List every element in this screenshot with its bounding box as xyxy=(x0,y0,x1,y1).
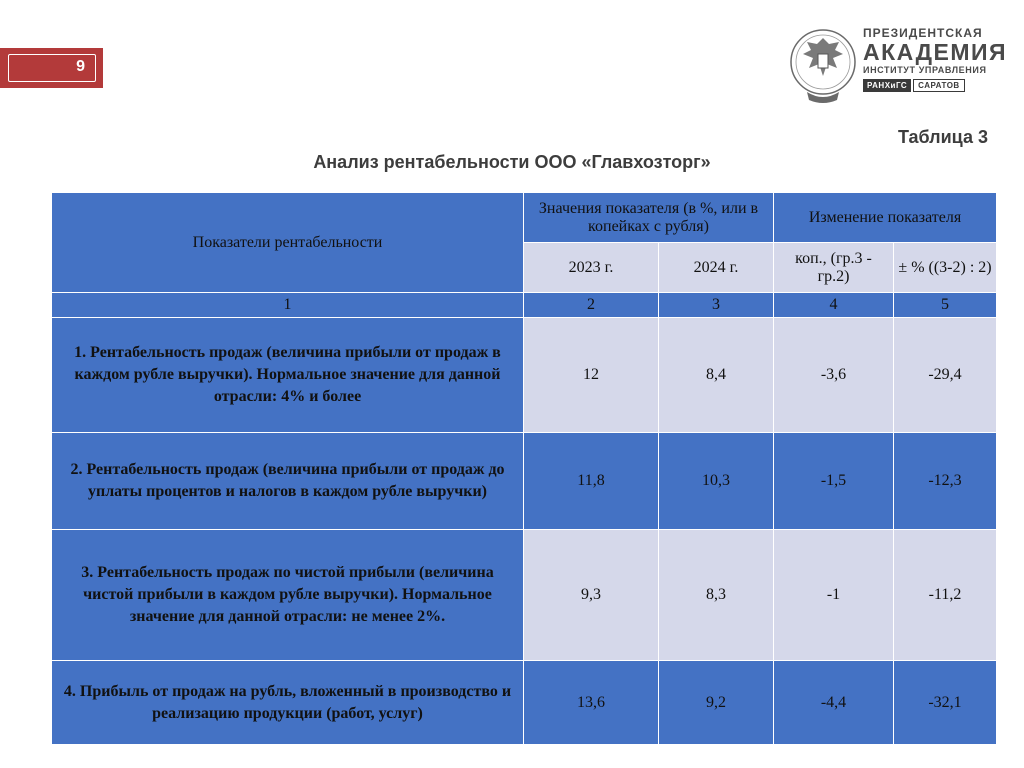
header-2023: 2023 г. xyxy=(524,243,659,293)
cell-kop: -3,6 xyxy=(774,318,894,433)
logo-tags xyxy=(863,79,1007,92)
cell-2023: 13,6 xyxy=(524,661,659,745)
cell-kop: -4,4 xyxy=(774,661,894,745)
cell-2023: 11,8 xyxy=(524,433,659,530)
header-change: Изменение показателя xyxy=(774,193,997,243)
logo-line-3: ИНСТИТУТ УПРАВЛЕНИЯ xyxy=(863,65,987,75)
column-numbers-row xyxy=(52,293,997,318)
row-label: 1. Рентабельность продаж (величина прибыли от продаж в каждом рубле выручки). Нормальное значение для данной отрасли: 4% и более xyxy=(52,318,524,433)
row-label: 4. Прибыль от продаж на рубль, вложенный в производство и реализацию продукции (работ, услуг) xyxy=(52,661,524,745)
cell-2023: 12 xyxy=(524,318,659,433)
col-number-4: 4 xyxy=(774,293,894,318)
col-number-3: 3 xyxy=(659,293,774,318)
table-row xyxy=(52,530,997,661)
logo-line-2: АКАДЕМИЯ xyxy=(863,39,1008,65)
cell-kop: -1 xyxy=(774,530,894,661)
cell-kop: -1,5 xyxy=(774,433,894,530)
cell-pct: -29,4 xyxy=(894,318,997,433)
header-pct: ± % ((3-2) : 2) xyxy=(894,243,997,293)
header-2024: 2024 г. xyxy=(659,243,774,293)
page-number-badge xyxy=(0,48,103,88)
cell-pct: -11,2 xyxy=(894,530,997,661)
eagle-emblem-icon xyxy=(787,20,859,108)
cell-2024: 8,3 xyxy=(659,530,774,661)
profitability-table xyxy=(51,192,997,745)
row-label: 2. Рентабельность продаж (величина прибыли от продаж до уплаты процентов и налогов в каждом рубле выручки) xyxy=(52,433,524,530)
header-indicators: Показатели рентабельности xyxy=(52,193,524,293)
table-title: Анализ рентабельности ООО «Главхозторг» xyxy=(313,152,711,172)
table-row xyxy=(52,318,997,433)
table-row xyxy=(52,661,997,745)
cell-2024: 10,3 xyxy=(659,433,774,530)
col-number-5: 5 xyxy=(894,293,997,318)
header-row-1 xyxy=(52,193,997,243)
header-values: Значения показателя (в %, или в копейках с рубля) xyxy=(524,193,774,243)
row-label: 3. Рентабельность продаж по чистой прибыли (величина чистой прибыли в каждом рубле выручки). Нормальное значение для данной отрасли: не менее 2%. xyxy=(52,530,524,661)
col-number-2: 2 xyxy=(524,293,659,318)
logo-tag-saratov: САРАТОВ xyxy=(913,79,965,92)
col-number-1: 1 xyxy=(52,293,524,318)
page-number-frame xyxy=(8,54,96,82)
cell-2023: 9,3 xyxy=(524,530,659,661)
cell-pct: -32,1 xyxy=(894,661,997,745)
cell-2024: 9,2 xyxy=(659,661,774,745)
table-caption: Таблица 3 xyxy=(897,127,988,147)
header-kop: коп., (гр.3 - гр.2) xyxy=(774,243,894,293)
logo-text xyxy=(863,26,1007,92)
page-number: 9 xyxy=(76,58,85,75)
table-row xyxy=(52,433,997,530)
cell-2024: 8,4 xyxy=(659,318,774,433)
logo-tag-ranepa: РАНХиГС xyxy=(863,79,911,92)
cell-pct: -12,3 xyxy=(894,433,997,530)
academy-logo xyxy=(787,20,1008,110)
logo-line-1: ПРЕЗИДЕНТСКАЯ xyxy=(863,26,983,40)
